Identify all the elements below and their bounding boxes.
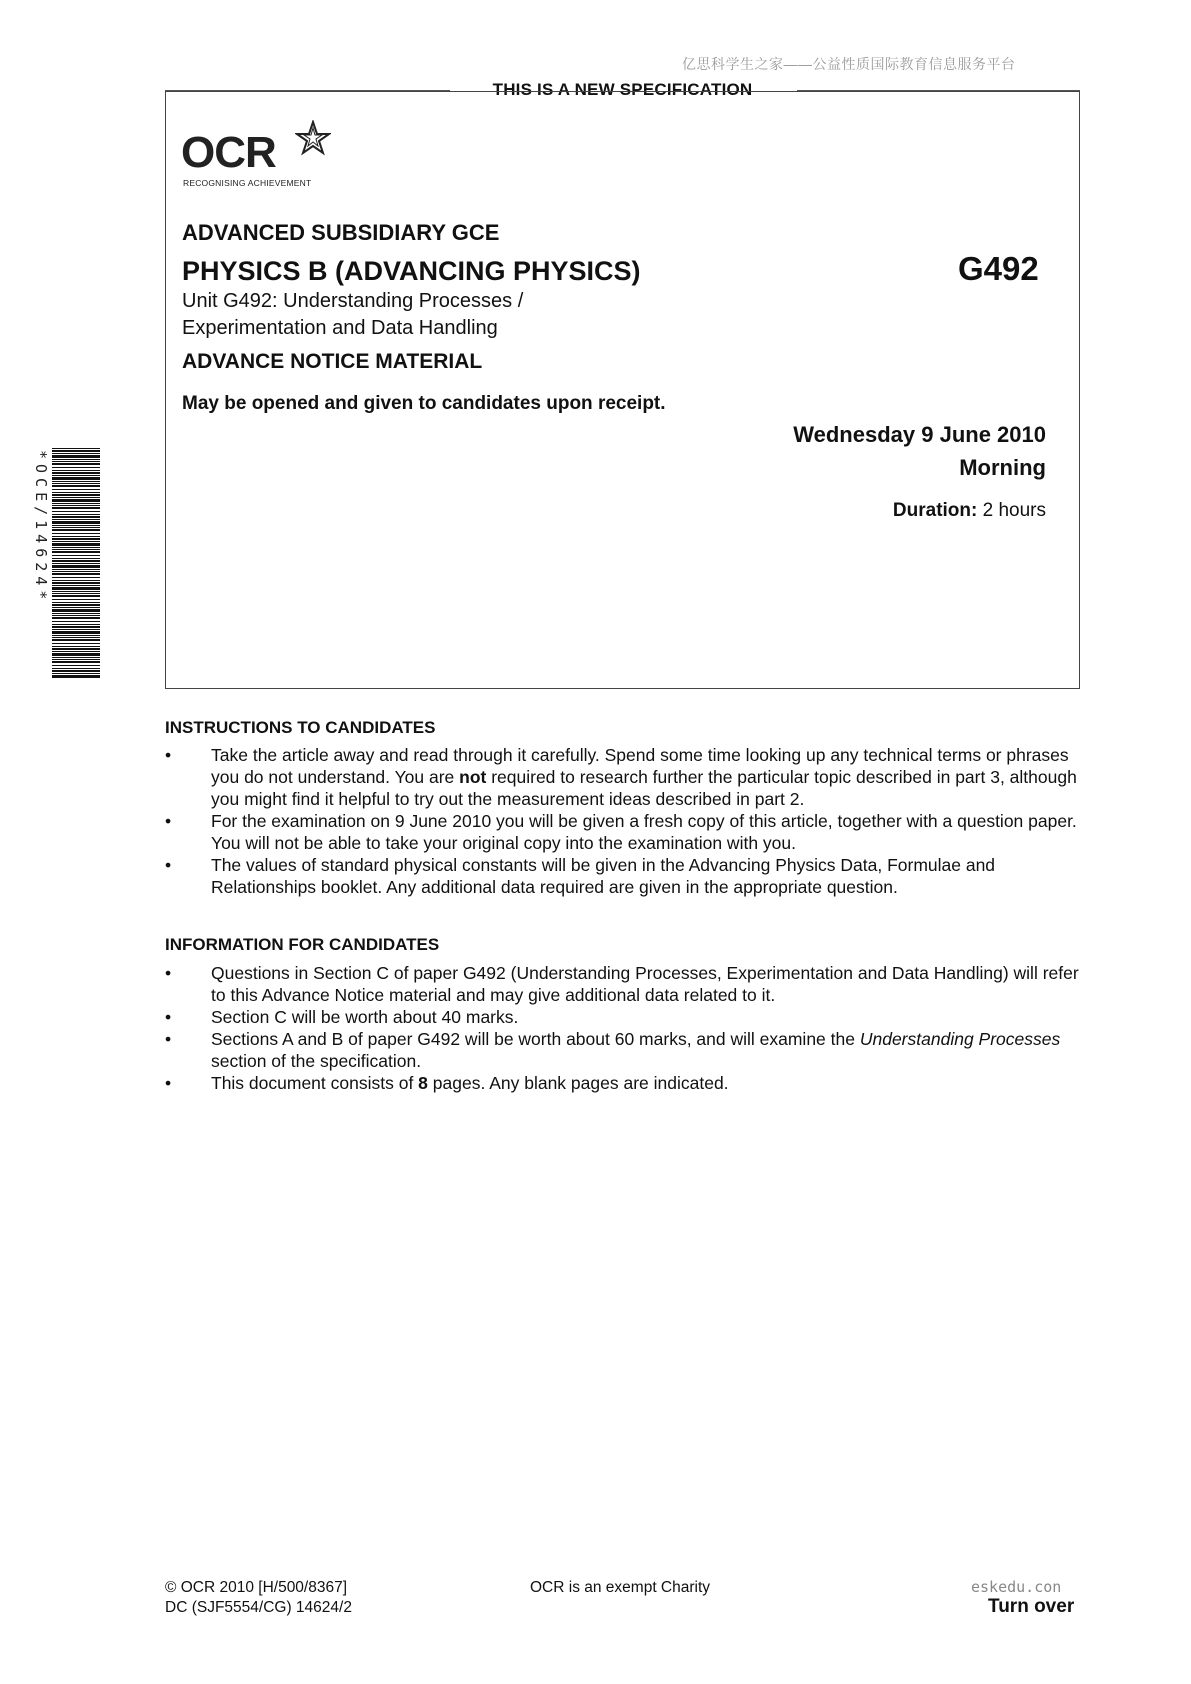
barcode-bar [52,547,100,548]
barcode-bar [52,516,100,518]
ocr-logo [181,120,341,190]
list-item: • Sections A and B of paper G492 will be worth about 60 marks, and will examine the Understanding Processes section of the specification. [165,1029,1061,1071]
barcode-bar [52,558,100,559]
barcode-bar [52,536,100,537]
barcode-bar [52,463,100,465]
barcode-bar [52,617,100,619]
barcode-bar [52,675,100,678]
barcode-bar [52,591,100,592]
barcode-bar [52,505,100,506]
barcode-bar [52,657,100,658]
barcode-bar [52,475,100,476]
barcode-text: *OCE/14624* [32,450,50,605]
barcode-bar [52,582,100,584]
list-item: • This document consists of 8 pages. Any blank pages are indicated. [165,1073,729,1093]
barcode-bar [52,599,100,600]
barcode-bar [52,492,100,493]
barcode-bar [52,571,100,572]
barcode-bar [52,595,100,597]
barcode-bar [52,470,100,471]
barcode-bar [52,621,100,622]
barcode-bar [52,450,100,452]
information-title: INFORMATION FOR CANDIDATES [165,935,440,954]
barcode-bar [52,543,100,546]
unit-line-2: Experimentation and Data Handling [182,317,498,339]
barcode-bar [52,565,100,568]
barcode-bar [52,609,100,612]
footer-left [165,1578,352,1618]
barcode-bar [52,514,100,515]
site-watermark: eskedu.con [971,1578,1062,1596]
turn-over: Turn over [988,1596,1075,1617]
barcode-bar [52,494,100,496]
watermark-top: 亿思科学生之家——公益性质国际教育信息服务平台 [682,56,1016,72]
list-item: • For the examination on 9 June 2010 you will be given a fresh copy of this article, together with a question paper. You will not be able to take your original copy into the examination with you. [165,811,1077,853]
unit-description [182,288,523,342]
barcode-bar [52,477,100,480]
banner-text: THIS IS A NEW SPECIFICATION [492,80,753,99]
barcode-bar [52,472,100,474]
opening-note: May be opened and given to candidates upon receipt. [182,393,666,414]
barcode-bar [52,467,100,468]
barcode-bar [52,485,100,487]
duration-value: 2 hours [977,500,1046,521]
barcode-bar [52,668,100,669]
exam-date: Wednesday 9 June 2010 [793,422,1046,447]
unit-line-1: Unit G492: Understanding Processes / [182,290,524,312]
copyright: © OCR 2010 [H/500/8367] [165,1579,348,1596]
barcode-bar [52,527,100,528]
barcode-bar [52,459,100,460]
barcode-bar [52,593,100,594]
barcode-bar [52,613,100,614]
list-item: • Questions in Section C of paper G492 (Understanding Processes, Experimentation and Data Handling) will refer to this Advance Notice material and may give additional data related to it. [165,963,1079,1005]
barcode-bar [52,665,100,666]
barcode-bar [52,489,100,490]
barcode-bar [52,481,100,482]
exam-session: Morning [959,455,1046,480]
barcode-graphic [28,448,100,678]
barcode-bar [52,626,100,628]
barcode-bar [52,541,100,542]
barcode-bar [52,670,100,672]
advance-notice-title: ADVANCE NOTICE MATERIAL [182,350,483,373]
barcode-bar [52,549,100,550]
barcode-bar [52,661,100,663]
barcode-bar [52,624,100,625]
subject-title: PHYSICS B (ADVANCING PHYSICS) [182,256,641,286]
barcode-bar [52,560,100,562]
barcode-bar [52,483,100,484]
barcode-bar [52,507,100,509]
barcode-bar [52,551,100,553]
barcode-bar [52,569,100,570]
barcode-bar [52,573,100,575]
instructions-list [165,744,1085,898]
barcode-bar [52,580,100,581]
barcode-bar [52,453,100,454]
barcode-bar [52,615,100,616]
qualification-title: ADVANCED SUBSIDIARY GCE [182,220,500,245]
logo-wordmark: OCR [181,128,276,177]
barcode-bar [52,533,100,534]
duration-label: Duration: [892,500,978,521]
barcode-bar [52,635,100,636]
list-item: • Section C will be worth about 40 marks. [165,1007,519,1027]
barcode-bar [52,577,100,578]
list-item: • Take the article away and read through it carefully. Spend some time looking up any technical terms or phrases you do not understand. You are not required to research further the particular topic described in part 3, although you might find it helpful to try out the measurement ideas described in part 2. [165,745,1077,809]
barcode-bar [52,653,100,656]
barcode-bar [52,659,100,660]
barcode-bar [52,651,100,652]
barcode-bar [52,587,100,590]
exam-duration [893,500,1046,522]
list-item: • The values of standard physical constants will be given in the Advancing Physics Data, Formulae and Relationships booklet. Any additional data required are given in the appropriate question. [165,855,996,897]
barcode-bar [52,499,100,502]
logo-tagline: RECOGNISING ACHIEVEMENT [183,178,312,188]
barcode-bar [52,602,100,603]
unit-code: G492 [958,250,1039,287]
barcode-bar [52,455,100,458]
barcode-bar [52,511,100,512]
barcode-bar [52,648,100,650]
instructions-title: INSTRUCTIONS TO CANDIDATES [165,718,436,737]
barcode-bar [52,643,100,644]
barcode-bar [52,538,100,540]
barcode-bar [52,529,100,531]
barcode-bar [52,607,100,608]
barcode-bar [52,637,100,638]
barcode-bar [52,673,100,674]
barcode-bar [52,461,100,462]
barcode-bar [52,585,100,586]
barcode-bar [52,604,100,606]
barcode-bar [52,503,100,504]
barcode-bar [52,555,100,556]
barcode-bar [52,519,100,520]
barcode-bar [52,497,100,498]
barcode-bar [52,631,100,634]
barcode [28,448,100,678]
star-icon [295,120,331,156]
barcode-bar [52,563,100,564]
barcode-bar [52,448,100,449]
barcode-bar [52,521,100,524]
barcode-bar [52,525,100,526]
barcode-bar [52,639,100,641]
barcode-bar [52,629,100,630]
information-list [165,962,1085,1094]
barcode-bar [52,646,100,647]
charity-note: OCR is an exempt Charity [530,1579,711,1596]
document-code: DC (SJF5554/CG) 14624/2 [165,1599,352,1616]
